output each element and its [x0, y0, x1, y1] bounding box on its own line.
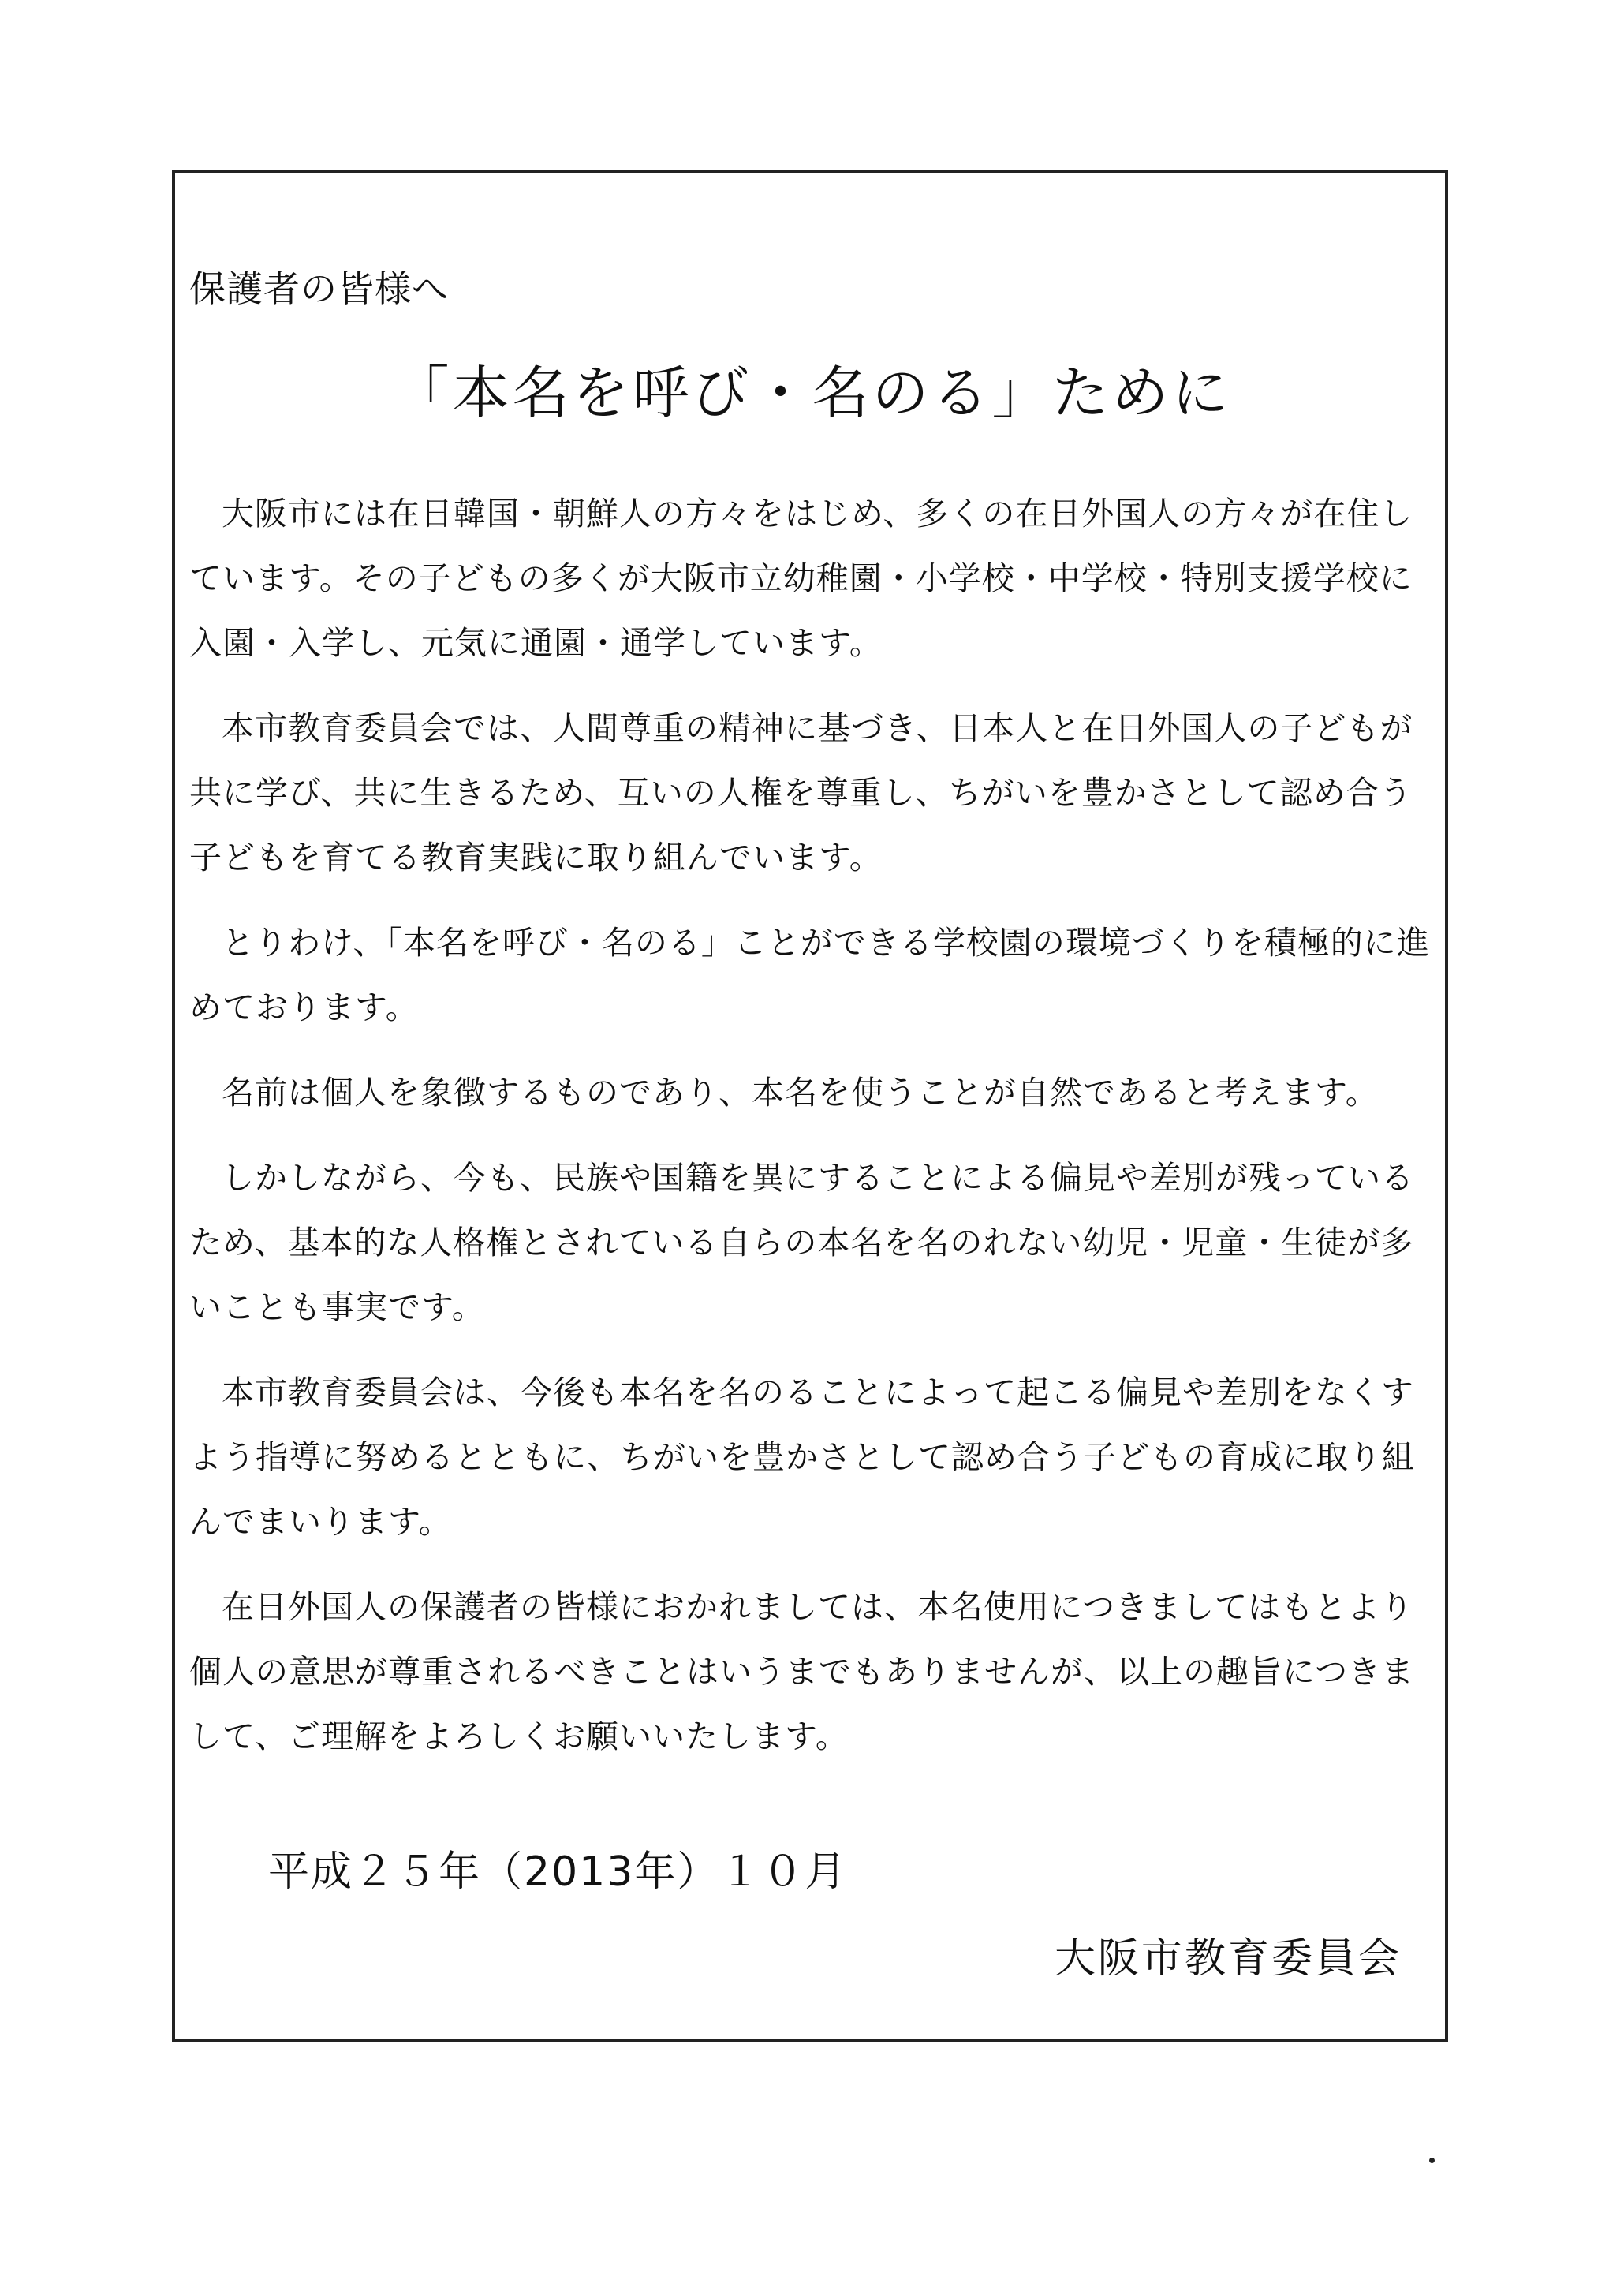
paragraph: 在日外国人の保護者の皆様におかれましては、本名使用につきましてはもとより個人の意思が尊重されるべきことはいうまでもありませんが、以上の趣旨につきまして、ご理解をよろしくお願いいたします。	[189, 1588, 1415, 1755]
paragraph: 名前は個人を象徴するものであり、本名を使うことが自然であると考えます。	[222, 1074, 1379, 1112]
scan-speck	[1429, 2158, 1435, 2163]
issuing-organization: 大阪市教育委員会	[1054, 1935, 1402, 1983]
document-title: 「本名を呼び・名のる」ために	[392, 360, 1232, 426]
greeting: 保護者の皆様へ	[189, 267, 449, 310]
paragraph: しかしながら、今も、民族や国籍を異にすることによる偏見や差別が残っているため、基本的な人格権とされている自らの本名を名のれない幼児・児童・生徒が多いことも事実です。	[189, 1159, 1414, 1326]
paragraph: 本市教育委員会では、人間尊重の精神に基づき、日本人と在日外国人の子どもが共に学び、共に生きるため、互いの人権を尊重し、ちがいを豊かさとして認め合う子どもを育てる教育実践に取り組んでいます。	[189, 709, 1413, 876]
paragraph: 本市教育委員会は、今後も本名を名のることによって起こる偏見や差別をなくすよう指導に努めるとともに、ちがいを豊かさとして認め合う子どもの育成に取り組んでまいります。	[189, 1373, 1415, 1541]
document-date: 平成２５年（2013年）１０月	[268, 1848, 848, 1896]
paragraph: 大阪市には在日韓国・朝鮮人の方々をはじめ、多くの在日外国人の方々が在住しています。その子どもの多くが大阪市立幼稚園・小学校・中学校・特別支援学校に入園・入学し、元気に通園・通学しています。	[189, 495, 1413, 662]
document-body	[189, 481, 1443, 1789]
paragraph: とりわけ、「本名を呼び・名のる」ことができる学校園の環境づくりを積極的に進めております。	[189, 924, 1430, 1026]
